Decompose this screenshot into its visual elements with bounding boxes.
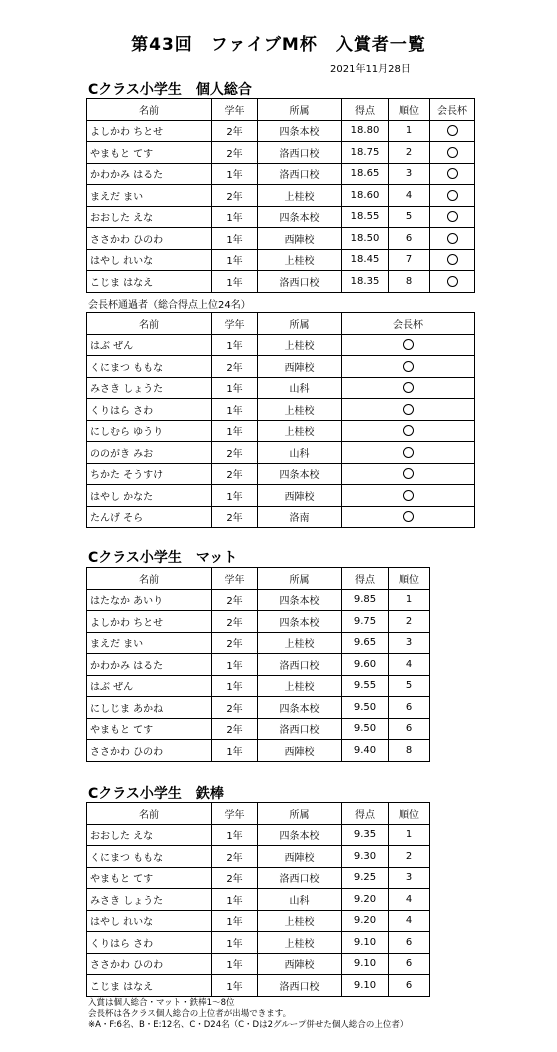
circle-mark-icon — [403, 382, 414, 393]
affiliation-cell: 山科 — [258, 377, 342, 399]
name-cell: ののがき みお — [87, 442, 212, 464]
circle-mark-icon — [403, 425, 414, 436]
header-name: 名前 — [87, 568, 212, 590]
grade-cell: 2年 — [212, 506, 258, 528]
name-cell: まえだ まい — [87, 632, 212, 654]
table-row — [87, 697, 430, 719]
grade-cell: 2年 — [212, 356, 258, 378]
name-cell: みさき しょうた — [87, 889, 212, 911]
page-title: 第43回 ファイブM杯 入賞者一覧 — [131, 35, 426, 55]
name-cell: はたなか あいり — [87, 589, 212, 611]
header-cup: 会長杯 — [342, 313, 475, 335]
overall-heading: Cクラス小学生 個人総合 — [88, 82, 252, 98]
affiliation-cell: 上桂校 — [258, 334, 342, 356]
rank-cell: 8 — [389, 740, 430, 762]
name-cell: にしじま あかね — [87, 697, 212, 719]
affiliation-cell: 四条本校 — [258, 611, 342, 633]
rank-cell: 6 — [389, 975, 430, 997]
rank-cell: 2 — [389, 611, 430, 633]
rank-cell: 6 — [389, 228, 430, 250]
table-row — [87, 463, 475, 485]
table-row — [87, 910, 430, 932]
header-score: 得点 — [342, 803, 389, 825]
header-grade: 学年 — [212, 803, 258, 825]
rank-cell: 3 — [389, 632, 430, 654]
grade-cell: 1年 — [212, 334, 258, 356]
table-row — [87, 228, 475, 250]
bar-table — [86, 802, 430, 997]
mat-heading: Cクラス小学生 マット — [88, 550, 238, 566]
grade-cell: 1年 — [212, 249, 258, 271]
grade-cell: 1年 — [212, 485, 258, 507]
grade-cell: 1年 — [212, 975, 258, 997]
table-row — [87, 142, 475, 164]
bar-heading: Cクラス小学生 鉄棒 — [88, 786, 224, 802]
affiliation-cell: 上桂校 — [258, 399, 342, 421]
affiliation-cell: 洛西口校 — [258, 654, 342, 676]
name-cell: ささかわ ひのわ — [87, 228, 212, 250]
table-header-row — [87, 99, 475, 121]
table-row — [87, 377, 475, 399]
grade-cell: 1年 — [212, 675, 258, 697]
table-row — [87, 206, 475, 228]
header-score: 得点 — [342, 568, 389, 590]
name-cell: おおした えな — [87, 824, 212, 846]
name-cell: たんげ そら — [87, 506, 212, 528]
grade-cell: 2年 — [212, 142, 258, 164]
affiliation-cell: 洛西口校 — [258, 867, 342, 889]
affiliation-cell: 山科 — [258, 889, 342, 911]
cup-mark-cell — [342, 506, 475, 528]
grade-cell: 2年 — [212, 589, 258, 611]
score-cell: 9.55 — [342, 675, 389, 697]
score-cell: 18.50 — [342, 228, 389, 250]
name-cell: くにまつ ももな — [87, 846, 212, 868]
circle-mark-icon — [403, 447, 414, 458]
table-row — [87, 485, 475, 507]
grade-cell: 1年 — [212, 932, 258, 954]
grade-cell: 1年 — [212, 377, 258, 399]
name-cell: ちかた そうすけ — [87, 463, 212, 485]
cup-mark-cell — [342, 399, 475, 421]
name-cell: まえだ まい — [87, 185, 212, 207]
name-cell: かわかみ はるた — [87, 654, 212, 676]
grade-cell: 1年 — [212, 824, 258, 846]
circle-mark-icon — [403, 404, 414, 415]
score-cell: 9.10 — [342, 953, 389, 975]
score-cell: 9.85 — [342, 589, 389, 611]
table-row — [87, 632, 430, 654]
grade-cell: 2年 — [212, 611, 258, 633]
circle-mark-icon — [403, 361, 414, 372]
table-row — [87, 975, 430, 997]
rank-cell: 1 — [389, 120, 430, 142]
rank-cell: 6 — [389, 718, 430, 740]
table-row — [87, 867, 430, 889]
cup-mark-cell — [430, 206, 475, 228]
table-row — [87, 675, 430, 697]
table-row — [87, 718, 430, 740]
grade-cell: 1年 — [212, 740, 258, 762]
grade-cell: 1年 — [212, 271, 258, 293]
grade-cell: 2年 — [212, 185, 258, 207]
header-name: 名前 — [87, 313, 212, 335]
score-cell: 9.40 — [342, 740, 389, 762]
affiliation-cell: 上桂校 — [258, 675, 342, 697]
circle-mark-icon — [403, 339, 414, 350]
cup-mark-cell — [430, 249, 475, 271]
cup-mark-cell — [342, 377, 475, 399]
name-cell: かわかみ はるた — [87, 163, 212, 185]
name-cell: やまもと てす — [87, 867, 212, 889]
table-row — [87, 442, 475, 464]
affiliation-cell: 上桂校 — [258, 249, 342, 271]
mat-table — [86, 567, 430, 762]
score-cell: 18.45 — [342, 249, 389, 271]
table-row — [87, 846, 430, 868]
grade-cell: 1年 — [212, 228, 258, 250]
grade-cell: 1年 — [212, 420, 258, 442]
name-cell: おおした えな — [87, 206, 212, 228]
table-row — [87, 120, 475, 142]
table-row — [87, 654, 430, 676]
score-cell: 9.10 — [342, 932, 389, 954]
table-row — [87, 932, 430, 954]
name-cell: はやし れいな — [87, 910, 212, 932]
header-grade: 学年 — [212, 99, 258, 121]
grade-cell: 2年 — [212, 867, 258, 889]
circle-mark-icon — [403, 468, 414, 479]
table-row — [87, 824, 430, 846]
note-line: ※A・F:6名、B・E:12名、C・D24名（C・Dは2グループ併せた個人総合の上位者） — [88, 1020, 409, 1030]
affiliation-cell: 西陣校 — [258, 740, 342, 762]
name-cell: よしかわ ちとせ — [87, 611, 212, 633]
name-cell: はぶ ぜん — [87, 334, 212, 356]
affiliation-cell: 洛南 — [258, 506, 342, 528]
affiliation-cell: 四条本校 — [258, 206, 342, 228]
header-cup: 会長杯 — [430, 99, 475, 121]
score-cell: 9.50 — [342, 697, 389, 719]
score-cell: 9.60 — [342, 654, 389, 676]
score-cell: 9.20 — [342, 910, 389, 932]
name-cell: やまもと てす — [87, 142, 212, 164]
note-line: 会長杯は各クラス個人総合の上位者が出場できます。 — [88, 1009, 292, 1019]
affiliation-cell: 上桂校 — [258, 185, 342, 207]
name-cell: ささかわ ひのわ — [87, 953, 212, 975]
affiliation-cell: 西陣校 — [258, 228, 342, 250]
notes — [88, 998, 408, 1031]
header-rank: 順位 — [389, 568, 430, 590]
table-row — [87, 249, 475, 271]
circle-mark-icon — [447, 125, 458, 136]
score-cell: 18.55 — [342, 206, 389, 228]
name-cell: やまもと てす — [87, 718, 212, 740]
header-name: 名前 — [87, 803, 212, 825]
affiliation-cell: 洛西口校 — [258, 718, 342, 740]
name-cell: くにまつ ももな — [87, 356, 212, 378]
affiliation-cell: 四条本校 — [258, 697, 342, 719]
cup-mark-cell — [342, 463, 475, 485]
header-score: 得点 — [342, 99, 389, 121]
cup-mark-cell — [430, 142, 475, 164]
rank-cell: 8 — [389, 271, 430, 293]
name-cell: はやし かなた — [87, 485, 212, 507]
affiliation-cell: 西陣校 — [258, 356, 342, 378]
grade-cell: 1年 — [212, 206, 258, 228]
affiliation-cell: 西陣校 — [258, 953, 342, 975]
note-line: 入賞は個人総合・マット・鉄棒1～8位 — [88, 998, 235, 1008]
name-cell: にしむら ゆうり — [87, 420, 212, 442]
cup-mark-cell — [430, 163, 475, 185]
affiliation-cell: 四条本校 — [258, 463, 342, 485]
circle-mark-icon — [403, 490, 414, 501]
grade-cell: 2年 — [212, 120, 258, 142]
header-affiliation: 所属 — [258, 313, 342, 335]
affiliation-cell: 四条本校 — [258, 120, 342, 142]
grade-cell: 1年 — [212, 654, 258, 676]
header-rank: 順位 — [389, 803, 430, 825]
grade-cell: 2年 — [212, 718, 258, 740]
grade-cell: 2年 — [212, 697, 258, 719]
name-cell: はぶ ぜん — [87, 675, 212, 697]
table-header-row — [87, 313, 475, 335]
header-affiliation: 所属 — [258, 568, 342, 590]
score-cell: 9.50 — [342, 718, 389, 740]
grade-cell: 2年 — [212, 632, 258, 654]
name-cell: はやし れいな — [87, 249, 212, 271]
circle-mark-icon — [403, 511, 414, 522]
overall-table — [86, 98, 475, 293]
rank-cell: 2 — [389, 846, 430, 868]
affiliation-cell: 洛西口校 — [258, 142, 342, 164]
score-cell: 18.65 — [342, 163, 389, 185]
table-row — [87, 163, 475, 185]
affiliation-cell: 西陣校 — [258, 485, 342, 507]
header-grade: 学年 — [212, 313, 258, 335]
rank-cell: 7 — [389, 249, 430, 271]
score-cell: 9.30 — [342, 846, 389, 868]
grade-cell: 2年 — [212, 463, 258, 485]
cup-mark-cell — [430, 185, 475, 207]
name-cell: こじま はなえ — [87, 975, 212, 997]
cup-mark-cell — [342, 356, 475, 378]
event-date: 2021年11月28日 — [330, 64, 411, 75]
affiliation-cell: 上桂校 — [258, 420, 342, 442]
grade-cell: 2年 — [212, 442, 258, 464]
table-row — [87, 589, 430, 611]
table-row — [87, 334, 475, 356]
header-rank: 順位 — [389, 99, 430, 121]
circle-mark-icon — [447, 168, 458, 179]
score-cell: 9.20 — [342, 889, 389, 911]
rank-cell: 3 — [389, 867, 430, 889]
rank-cell: 5 — [389, 206, 430, 228]
cup-mark-cell — [430, 228, 475, 250]
score-cell: 18.60 — [342, 185, 389, 207]
circle-mark-icon — [447, 190, 458, 201]
grade-cell: 1年 — [212, 889, 258, 911]
affiliation-cell: 山科 — [258, 442, 342, 464]
affiliation-cell: 上桂校 — [258, 910, 342, 932]
table-header-row — [87, 803, 430, 825]
score-cell: 18.80 — [342, 120, 389, 142]
grade-cell: 1年 — [212, 953, 258, 975]
circle-mark-icon — [447, 276, 458, 287]
grade-cell: 2年 — [212, 846, 258, 868]
table-row — [87, 185, 475, 207]
score-cell: 9.25 — [342, 867, 389, 889]
rank-cell: 5 — [389, 675, 430, 697]
affiliation-cell: 四条本校 — [258, 824, 342, 846]
rank-cell: 6 — [389, 953, 430, 975]
header-name: 名前 — [87, 99, 212, 121]
score-cell: 9.10 — [342, 975, 389, 997]
score-cell: 9.35 — [342, 824, 389, 846]
cup-mark-cell — [342, 442, 475, 464]
header-affiliation: 所属 — [258, 803, 342, 825]
affiliation-cell: 上桂校 — [258, 632, 342, 654]
name-cell: みさき しょうた — [87, 377, 212, 399]
table-row — [87, 953, 430, 975]
score-cell: 9.65 — [342, 632, 389, 654]
rank-cell: 6 — [389, 697, 430, 719]
circle-mark-icon — [447, 211, 458, 222]
affiliation-cell: 洛西口校 — [258, 271, 342, 293]
rank-cell: 1 — [389, 824, 430, 846]
cup-heading: 会長杯通過者（総合得点上位24名） — [88, 300, 251, 311]
circle-mark-icon — [447, 233, 458, 244]
affiliation-cell: 四条本校 — [258, 589, 342, 611]
table-row — [87, 889, 430, 911]
name-cell: くりはら さわ — [87, 932, 212, 954]
rank-cell: 4 — [389, 889, 430, 911]
cup-mark-cell — [342, 420, 475, 442]
rank-cell: 6 — [389, 932, 430, 954]
cup-mark-cell — [342, 485, 475, 507]
rank-cell: 4 — [389, 654, 430, 676]
name-cell: こじま はなえ — [87, 271, 212, 293]
rank-cell: 4 — [389, 910, 430, 932]
grade-cell: 1年 — [212, 163, 258, 185]
score-cell: 18.75 — [342, 142, 389, 164]
score-cell: 9.75 — [342, 611, 389, 633]
name-cell: くりはら さわ — [87, 399, 212, 421]
table-row — [87, 399, 475, 421]
rank-cell: 2 — [389, 142, 430, 164]
table-row — [87, 611, 430, 633]
cup-mark-cell — [430, 271, 475, 293]
grade-cell: 1年 — [212, 910, 258, 932]
affiliation-cell: 上桂校 — [258, 932, 342, 954]
affiliation-cell: 洛西口校 — [258, 163, 342, 185]
cup-mark-cell — [342, 334, 475, 356]
table-row — [87, 271, 475, 293]
cup-table — [86, 312, 475, 528]
affiliation-cell: 洛西口校 — [258, 975, 342, 997]
rank-cell: 4 — [389, 185, 430, 207]
header-affiliation: 所属 — [258, 99, 342, 121]
affiliation-cell: 西陣校 — [258, 846, 342, 868]
table-row — [87, 356, 475, 378]
name-cell: ささかわ ひのわ — [87, 740, 212, 762]
grade-cell: 1年 — [212, 399, 258, 421]
rank-cell: 3 — [389, 163, 430, 185]
score-cell: 18.35 — [342, 271, 389, 293]
circle-mark-icon — [447, 254, 458, 265]
table-header-row — [87, 568, 430, 590]
table-row — [87, 420, 475, 442]
table-row — [87, 506, 475, 528]
name-cell: よしかわ ちとせ — [87, 120, 212, 142]
cup-mark-cell — [430, 120, 475, 142]
table-row — [87, 740, 430, 762]
circle-mark-icon — [447, 147, 458, 158]
rank-cell: 1 — [389, 589, 430, 611]
header-grade: 学年 — [212, 568, 258, 590]
